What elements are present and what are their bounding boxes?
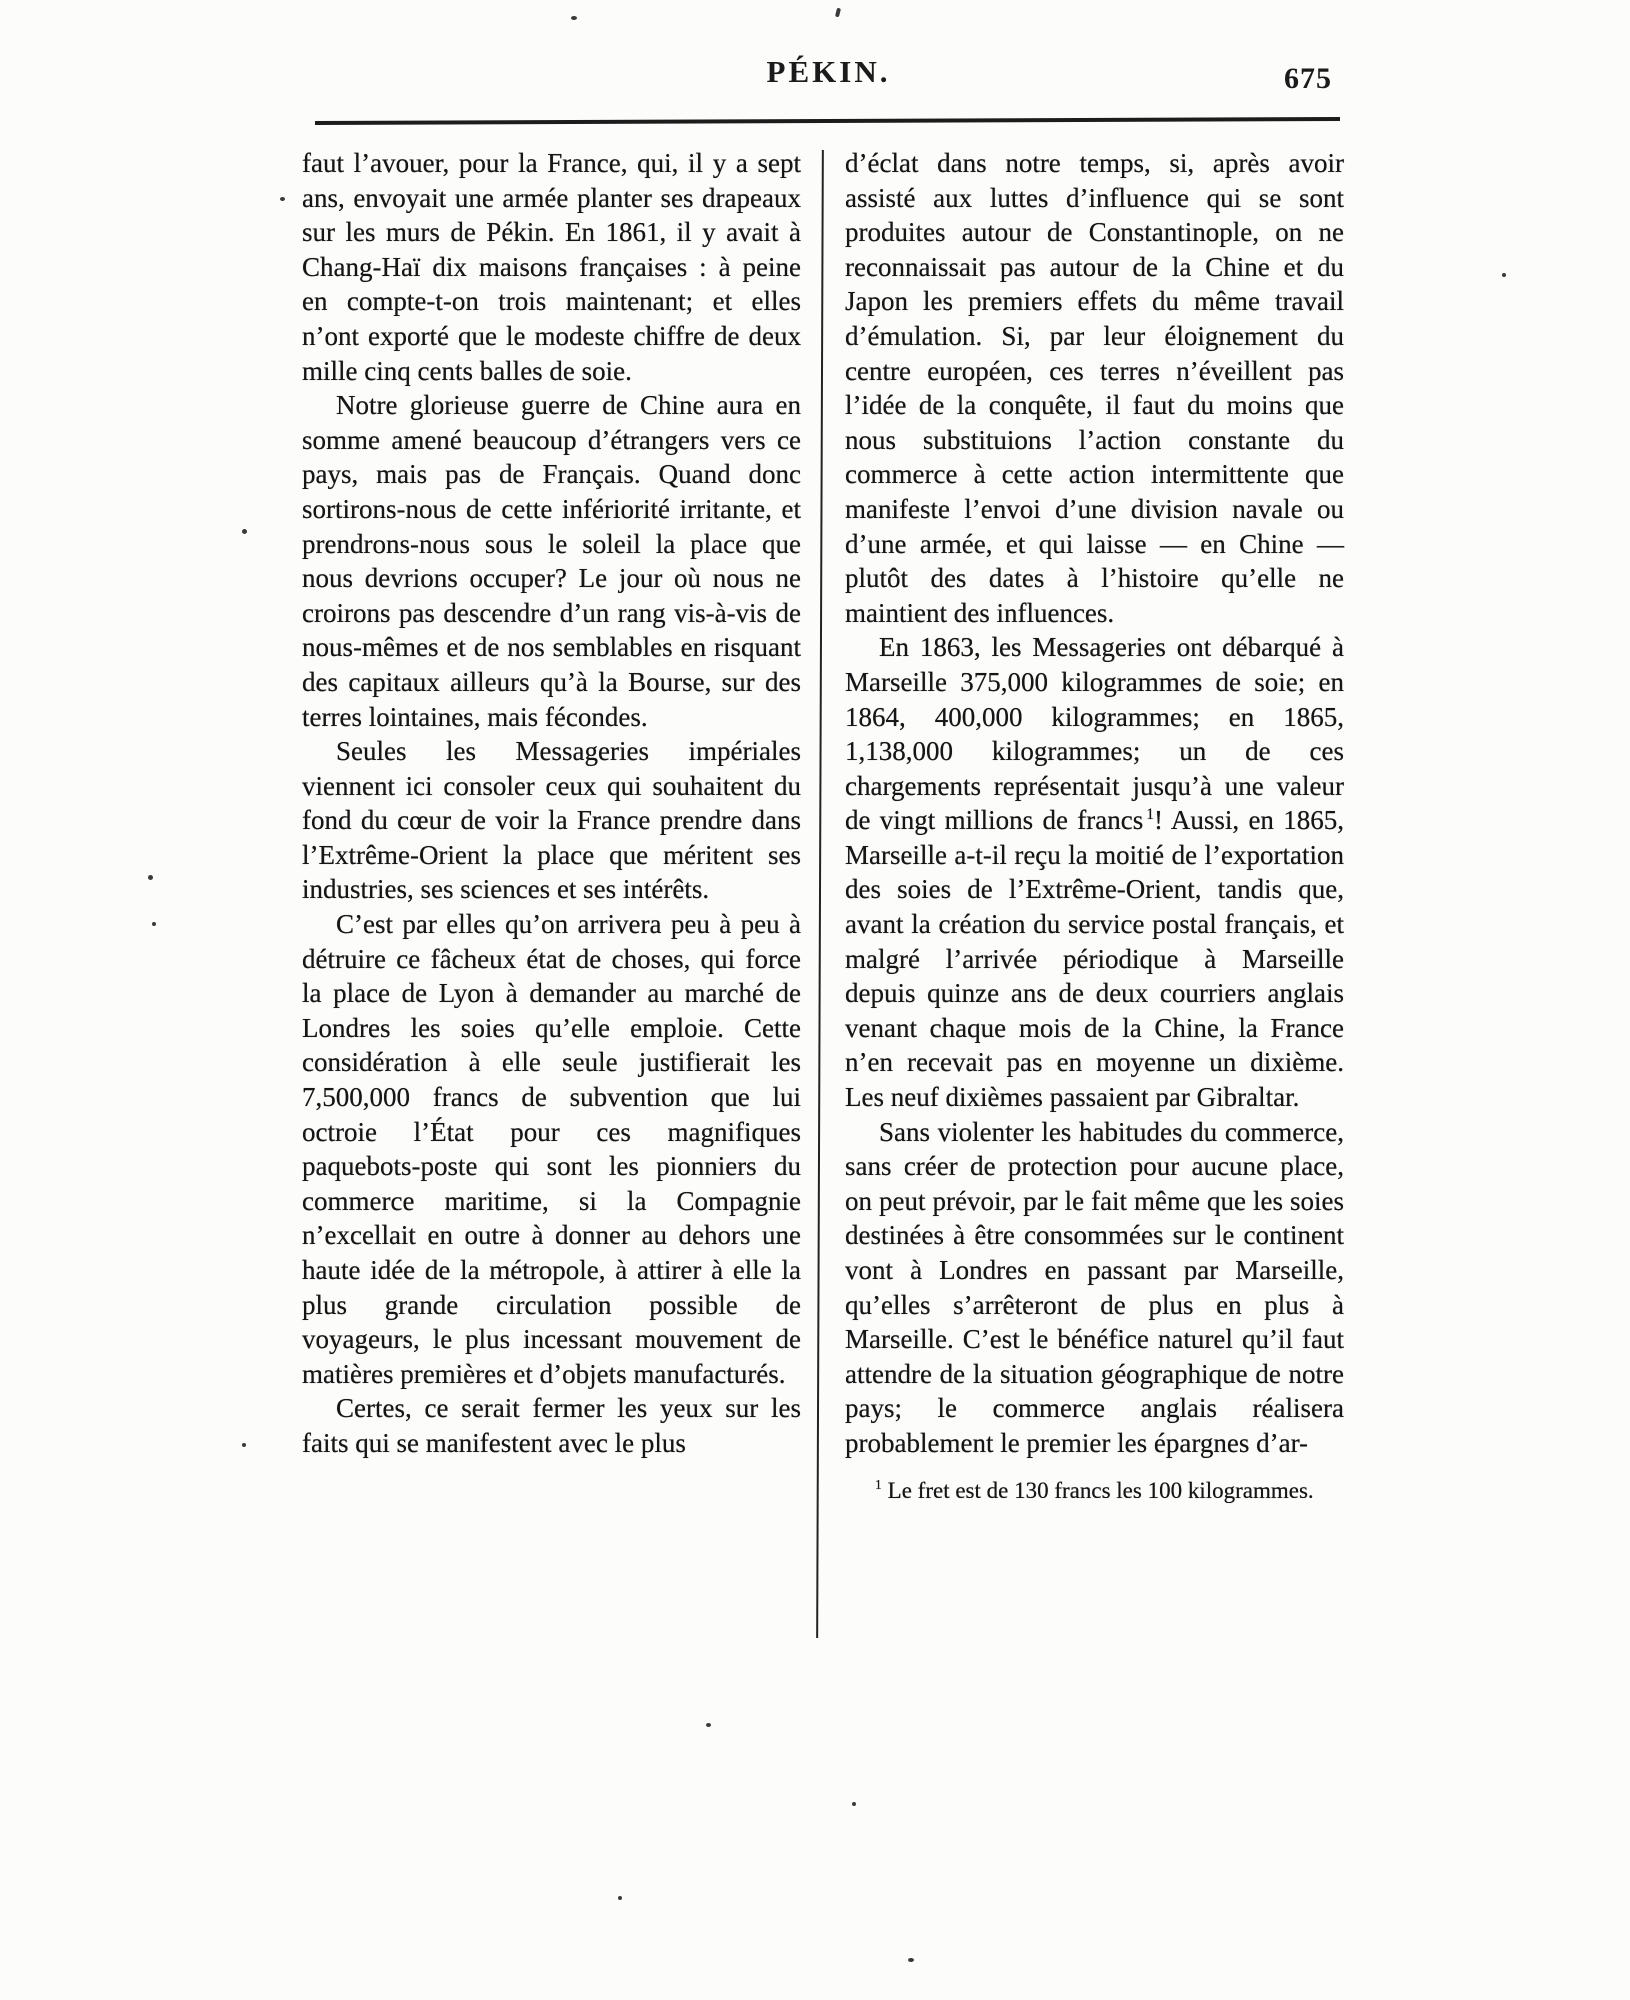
footnote-text: Le fret est de 130 francs les 100 kilogrammes. [887, 1477, 1314, 1503]
paragraph-right-2 [845, 630, 1344, 1114]
paragraph-right-1: d’éclat dans notre temps, si, après avoir assisté aux luttes d’influence qui se sont produites autour de Constantinople, on ne reconnaissait pas autour de la Chine et du Japon les premiers effets du même travail d’émulation. Si, par leur éloignement du centre européen, ces terres n’éveillent pas l’idée de la conquête, il faut du moins que nous substituions l’action constante du commerce à cette action intermittente que manifeste l’envoi d’une division navale ou d’une armée, et qui laisse — en Chine — plutôt des dates à l’histoire qu’elle ne maintient des influences. [845, 148, 1344, 628]
paragraph-left-1: faut l’avouer, pour la France, qui, il y a sept ans, envoyait une armée planter ses drapeaux sur les murs de Pékin. En 1861, il y avait à Chang-Haï dix maisons françaises : à peine en compte-t-on trois maintenant; et elles n’ont exporté que le modeste chiffre de deux mille cinq cents balles de soie. [302, 148, 801, 386]
scan-speckle [148, 875, 153, 880]
paragraph-left-2: Notre glorieuse guerre de Chine aura en somme amené beaucoup d’étrangers vers ce pays, mais pas de Français. Quand donc sortirons-nous de cette infériorité irritante, et prendrons-nous sous le soleil la place que nous devrions occuper? Le jour où nous ne croirons pas descendre d’un rang vis-à-vis de nous-mêmes et de nos semblables en risquant des capitaux ailleurs qu’à la Bourse, sur des terres lointaines, mais fécondes. [302, 390, 801, 732]
scan-speckle [706, 1723, 711, 1727]
scan-speckle [242, 1443, 246, 1447]
paragraph-right-3: Sans violenter les habitudes du commerce, sans créer de protection pour aucune place, on peut prévoir, par le fait même que les soies destinées à être consommées sur le continent vont à Londres en passant par Marseille, qu’elles s’arrêteront de plus en plus à Marseille. C’est le bénéfice naturel qu’il faut attendre de la situation géographique de notre pays; le commerce anglais réalisera probablement le premier les épargnes d’ar- [845, 1116, 1344, 1458]
page-title: PÉKIN. [766, 54, 891, 89]
column-divider-rule [816, 150, 824, 1638]
scan-speckle [242, 529, 247, 534]
header-rule [315, 117, 1340, 125]
paragraph-left-4: C’est par elles qu’on arrivera peu à peu à détruire ce fâcheux état de choses, qui force la place de Lyon à demander au marché de Londres les soies qu’elle emploie. Cette considération à elle seule justifierait les 7,500,000 francs de subvention que lui octroie l’État pour ces magnifiques paquebots-poste qui sont les pionniers du commerce maritime, si la Compagnie n’excellait en outre à donner au dehors une haute idée de la métropole, à attirer à elle la plus grande circulation possible de voyageurs, le plus incessant mouvement de matières premières et d’objets manufacturés. [302, 909, 801, 1389]
paragraph-left-3: Seules les Messageries impériales viennent ici consoler ceux qui souhaitent du fond du cœur de voir la France prendre dans l’Extrême-Orient la place que méritent ses industries, ses sciences et ses intérêts. [302, 736, 801, 905]
paragraph-left-5: Certes, ce serait fermer les yeux sur les faits qui se manifestent avec le plus [302, 1393, 801, 1458]
footnote-reference-marker: 1 [1146, 806, 1155, 824]
footnote [845, 1477, 1344, 1505]
footnote-marker: 1 [875, 1476, 882, 1492]
scan-speckle [280, 197, 285, 201]
paragraph-right-2-continuation: ! Aussi, en 1865, Marseille a-t-il reçu la moitié de l’exportation des soies de l’Extrême-Orient, tandis que, avant la création du service postal français, et malgré l’arrivée périodique à Marseille depuis quinze ans de deux courriers anglais venant chaque mois de la Chine, la France n’en recevait pas en moyenne un dixième. Les neuf dixièmes passaient par Gibraltar. [845, 805, 1344, 1113]
page-number: 675 [1284, 62, 1332, 95]
scan-speckle [1502, 273, 1506, 277]
right-column [845, 146, 1344, 1505]
left-column [302, 146, 801, 1461]
scan-speckle [152, 922, 156, 926]
scan-speckle [571, 16, 577, 20]
scan-speckle [618, 1896, 622, 1900]
paragraph-right-2-text: En 1863, les Messageries ont débarqué à Marseille 375,000 kilogrammes de soie; en 1864, 400,000 kilogrammes; en 1865, 1,138,000 kilogrammes; un de ces chargements représentait jusqu’à une valeur de vingt millions de francs [845, 632, 1344, 836]
scan-speckle [852, 1802, 856, 1806]
scan-speckle [908, 1958, 914, 1962]
scan-speckle [835, 8, 841, 18]
